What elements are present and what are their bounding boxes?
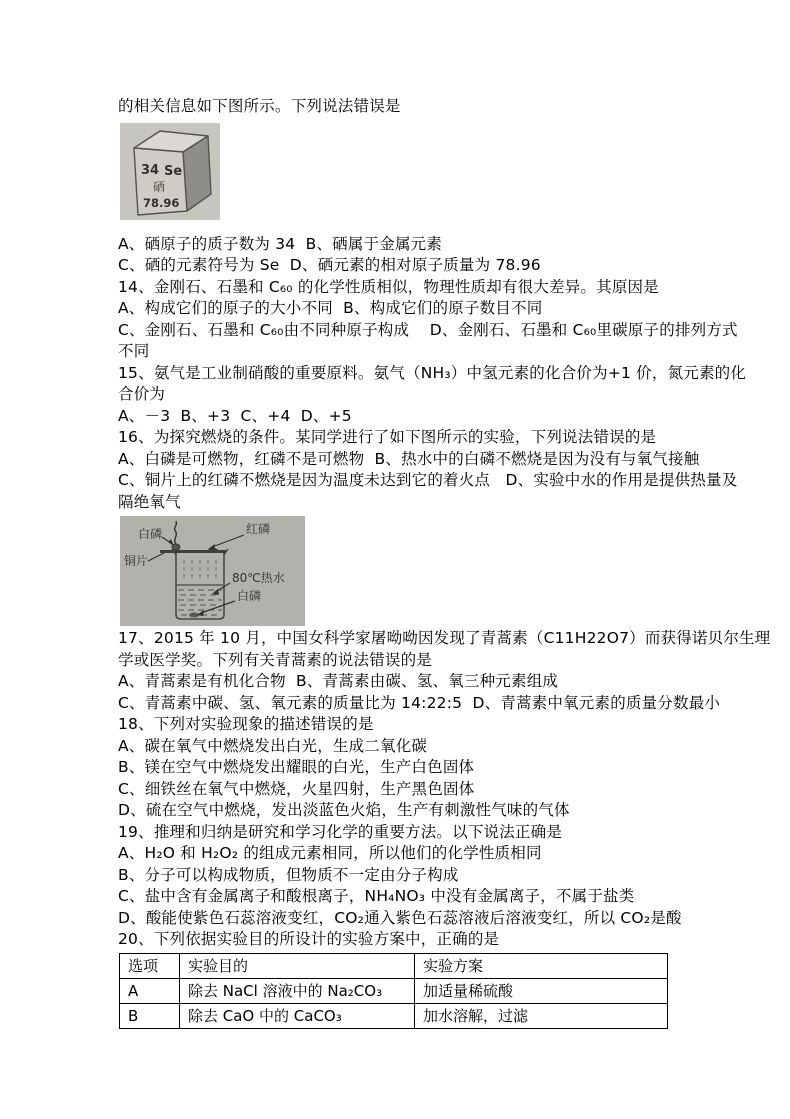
text-line-q18-b: B、镁在空气中燃烧发出耀眼的白光，生产白色固体 (118, 758, 475, 776)
text-line-q17-cd: C、青蒿素中碳、氢、氧元素的质量比为 14:22:5 D、青蒿素中氧元素的质量分数最小 (118, 693, 721, 712)
selenium-atomic-mass: 78.96 (143, 195, 180, 210)
text-line-q19-c: C、盐中含有金属离子和酸根离子，NH₄NO₃ 中没有金属离子，不属于盐类 (118, 887, 635, 905)
table-header-row (120, 953, 668, 978)
text-line-q17: 17、2015 年 10 月，中国女科学家屠呦呦因发现了青蒿素（C11H22O7）而获得诺贝尔生理 (118, 629, 771, 647)
cell-plan-b: 加水溶解，过滤 (415, 1003, 668, 1028)
text-line-q20: 20、下列依据实验目的所设计的实验方案中，正确的是 (118, 930, 500, 948)
text-line-q14-ab: A、构成它们的原子的大小不同 B、构成它们的原子数目不同 (118, 299, 543, 317)
text-line-q19: 19、推理和归纳是研究和学习化学的重要方法。以下说法正确是 (118, 822, 563, 841)
label-white-phosphorus-bottom: 白磷 (237, 589, 262, 603)
text-line-q15: 15、氨气是工业制硝酸的重要原料。氨气（NH₃）中氢元素的化合价为+1 价，氮元素的化 (118, 363, 747, 382)
text-line-q18: 18、下列对实验现象的描述错误的是 (118, 715, 374, 733)
combustion-setup-figure (120, 516, 305, 626)
header-plan: 实验方案 (415, 953, 668, 978)
table-row (120, 1003, 668, 1028)
text-line-q16-ab: A、白磷是可燃物，红磷不是可燃物 B、热水中的白磷不燃烧是因为没有与氧气接触 (118, 449, 700, 468)
text-line-q15-cont: 合价为 (118, 385, 166, 403)
text-line-q16-cd: C、铜片上的红磷不燃烧是因为温度未达到它的着火点 D、实验中水的作用是提供热量及 (118, 471, 738, 489)
copper-sheet (160, 550, 226, 553)
text-line-q19-d: D、酸能使紫色石蕊溶液变红，CO₂通入紫色石蕊溶液后溶液变红，所以 CO₂是酸 (118, 908, 682, 927)
cell-purpose-b: 除去 CaO 中的 CaCO₃ (180, 1003, 415, 1028)
cell-option-b: B (120, 1003, 180, 1028)
cell-option-a: A (120, 978, 180, 1003)
label-copper-sheet: 铜片 (124, 554, 149, 568)
label-hot-water: 80℃热水 (232, 571, 285, 585)
selenium-atomic-number: 34 (141, 162, 160, 178)
text-line-q16-cont: 隔绝氧气 (118, 492, 181, 511)
selenium-cube-figure (120, 123, 220, 220)
text-line-q19-b: B、分子可以构成物质，但物质不一定由分子构成 (118, 865, 459, 884)
text-line-q13-ab: A、硒原子的质子数为 34 B、硒属于金属元素 (118, 234, 443, 253)
experiment-plan-table (119, 953, 668, 1029)
header-purpose: 实验目的 (180, 953, 415, 978)
text-line-q17-ab: A、青蒿素是有机化合物 B、青蒿素由碳、氢、氧三种元素组成 (118, 672, 559, 690)
text-line-q18-d: D、硫在空气中燃烧，发出淡蓝色火焰，生产有刺激性气味的气体 (118, 801, 570, 819)
cell-purpose-a: 除去 NaCl 溶液中的 Na₂CO₃ (180, 978, 415, 1003)
selenium-symbol: Se (164, 163, 183, 179)
label-white-phosphorus-top: 白磷 (138, 527, 163, 541)
text-line-q13-cd: C、硒的元素符号为 Se D、硒元素的相对原子质量为 78.96 (118, 256, 541, 274)
text-line-q14: 14、金刚石、石墨和 C₆₀ 的化学性质相似，物理性质却有很大差异。其原因是 (118, 277, 659, 296)
text-line-q13-intro: 的相关信息如下图所示。下列说法错误是 (118, 97, 401, 115)
text-line-q15-options: A、－3 B、+3 C、+4 D、+5 (118, 406, 352, 425)
cell-plan-a: 加适量稀硫酸 (415, 978, 668, 1003)
table-row (120, 978, 668, 1003)
text-line-q17-cont: 学或医学奖。下列有关青蒿素的说法错误的是 (118, 650, 433, 669)
selenium-name: 硒 (153, 179, 166, 194)
text-line-q18-a: A、碳在氧气中燃烧发出白光，生成二氧化碳 (118, 736, 428, 755)
text-line-q16: 16、为探究燃烧的条件。某同学进行了如下图所示的实验，下列说法错误的是 (118, 428, 657, 446)
text-line-q18-c: C、细铁丝在氧气中燃烧，火星四射，生产黑色固体 (118, 779, 475, 798)
text-line-q19-a: A、H₂O 和 H₂O₂ 的组成元素相同，所以他们的化学性质相同 (118, 844, 542, 862)
header-option: 选项 (120, 953, 180, 978)
label-red-phosphorus: 红磷 (246, 522, 271, 536)
text-line-q14-cont: 不同 (118, 342, 150, 360)
text-line-q14-cd: C、金刚石、石墨和 C₆₀由不同种原子构成 D、金刚石、石墨和 C₆₀里碳原子的排列方式 (118, 320, 738, 339)
